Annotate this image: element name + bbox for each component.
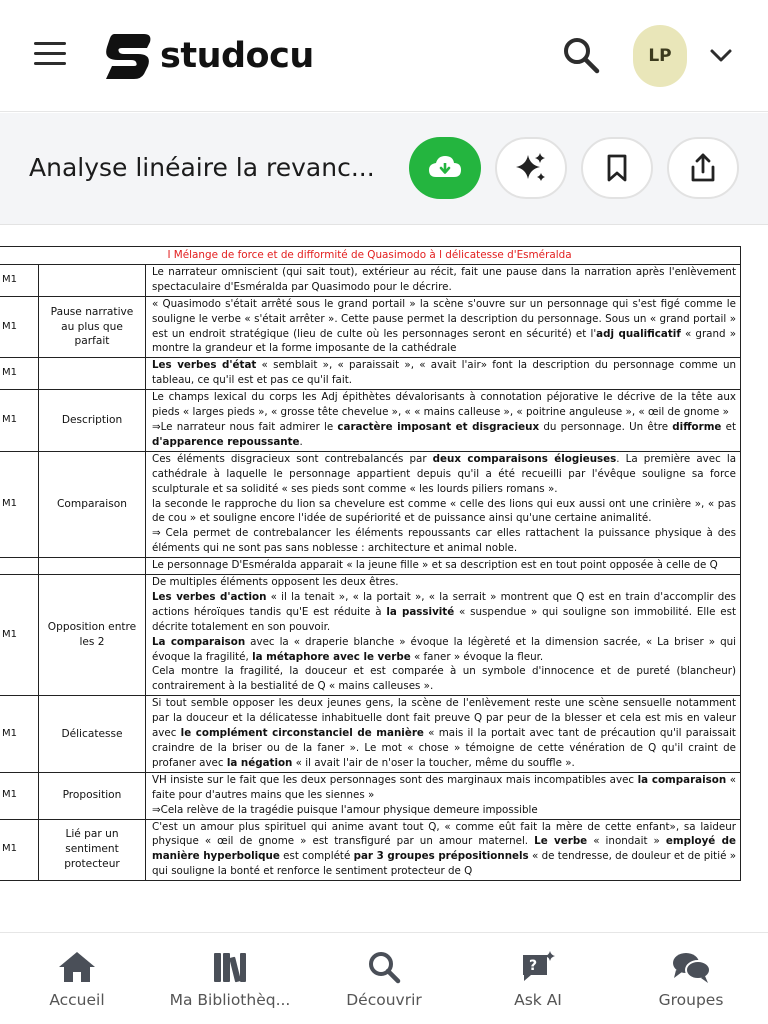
search-icon xyxy=(363,949,405,985)
table-body xyxy=(0,264,741,880)
emphasized-text: d'apparence repoussante xyxy=(152,435,300,448)
nav-item-groupes[interactable] xyxy=(614,933,768,1024)
bookmark-icon xyxy=(603,153,631,183)
document-title-bar xyxy=(0,113,768,225)
row-analysis-text xyxy=(146,819,741,881)
studocu-logo[interactable] xyxy=(100,32,314,80)
text-segment: « semblait », « paraissait », « avait l'air» font la description du personnage comme un tableau, ce qu'il est et pas ce qu'il fait. xyxy=(152,359,737,387)
table-row xyxy=(0,558,741,575)
search-icon[interactable] xyxy=(562,36,600,74)
row-label: Comparaison xyxy=(39,451,146,557)
document-viewer[interactable] xyxy=(0,226,768,932)
text-segment: « suspendue » qui souligne son immobilité. Elle est décrite totalement en son pouvoir. xyxy=(152,605,736,633)
emphasized-text: deux comparaisons élogieuses xyxy=(432,452,617,465)
nav-label: Découvrir xyxy=(346,991,422,1009)
text-segment: et xyxy=(721,420,736,433)
text-segment: . La première avec la cathédrale à laquelle le personnage appartient depuis qu'il a été recueilli par l'évêque souligne sa force sculpturale et sa solidité « ses pieds sont comme « les lourds piliers romans ». xyxy=(152,452,737,495)
row-label xyxy=(39,558,146,575)
share-icon xyxy=(688,152,718,184)
row-number: M1 xyxy=(0,264,39,296)
row-analysis-text xyxy=(146,390,741,452)
nav-item-decouvrir[interactable] xyxy=(307,933,461,1024)
document-title: Analyse linéaire la revanc... xyxy=(29,153,375,182)
table-row xyxy=(0,264,741,296)
text-segment: ⇒Cela relève de la tragédie puisque l'amour physique demeure impossible xyxy=(152,803,538,816)
nav-item-accueil[interactable] xyxy=(0,933,154,1024)
emphasized-text: Les verbes d'action xyxy=(152,590,267,603)
text-segment: « de tendresse, de douleur et de pitié » qui souligne la bonté et renforce le sentiment protecteur de Q xyxy=(152,850,736,878)
svg-text:?: ? xyxy=(529,958,538,974)
analysis-table xyxy=(0,246,741,881)
row-number: M1 xyxy=(0,696,39,773)
library-icon xyxy=(209,949,251,985)
text-segment: Cela montre la fragilité, la douceur et est comparée à un symbole d'innocence et de pureté (blancheur) contrairement à la bestialité de Q « mains calleuses ». xyxy=(152,665,736,693)
table-row xyxy=(0,696,741,773)
nav-label: Ask AI xyxy=(514,991,562,1009)
sparkle-icon xyxy=(514,151,548,185)
emphasized-text: Le verbe xyxy=(534,835,588,848)
download-button[interactable] xyxy=(409,137,481,199)
text-segment: « faner » évoque la fleur. xyxy=(410,650,544,663)
text-segment: la seconde le rapproche du lion sa chevelure est comme « celle des lions qui eux aussi ont une crinière », « pas de cou » et souligne encore l'idée de supériorité et de puissance ainsi qu'une certaine animalité. xyxy=(152,497,736,525)
section-heading: I Mélange de force et de difformité de Quasimodo à l délicatesse d'Esméralda xyxy=(0,247,741,265)
text-segment: Le personnage D'Esméralda apparait « la jeune fille » et sa description est en tout point opposée à celle de Q xyxy=(152,559,718,572)
text-segment: « grand » montre la grandeur et la forme imposante de la cathédrale xyxy=(152,327,736,355)
emphasized-text: adj qualificatif xyxy=(596,327,681,340)
emphasized-text: la métaphore avec le verbe xyxy=(252,650,411,663)
nav-item-ask-ai[interactable] xyxy=(461,933,615,1024)
user-avatar[interactable]: LP xyxy=(633,25,687,87)
row-number xyxy=(0,558,39,575)
emphasized-text: employé de manière hyperbolique xyxy=(152,835,736,863)
ai-sparkle-button[interactable] xyxy=(495,137,567,199)
brand-name: studocu xyxy=(160,36,314,76)
row-label: Lié par un sentiment protecteur xyxy=(39,819,146,881)
text-segment: « mais il la portait avec tant de précaution qu'il paraissait craindre de la briser ou de la faner ». Le mot « chose » témoigne de cette vénération de Q qu'il craint de profaner avec xyxy=(152,727,736,769)
text-segment: « inondait » xyxy=(587,835,666,848)
table-row xyxy=(0,772,741,819)
text-segment: VH insiste sur le fait que les deux personnages sont des marginaux mais incompatibles avec xyxy=(152,773,638,786)
row-analysis-text xyxy=(146,451,741,557)
text-segment: Ces éléments disgracieux sont contrebalancés par xyxy=(152,452,433,465)
row-number: M1 xyxy=(0,296,39,358)
row-analysis-text xyxy=(146,772,741,819)
nav-item-bibliotheque[interactable] xyxy=(153,933,307,1024)
table-row xyxy=(0,575,741,696)
nav-label: Groupes xyxy=(658,991,724,1009)
text-segment: Le champs lexical du corps les Adj épithètes dévalorisants à connotation péjorative le décrive de la tête aux pieds « larges pieds », « grosse tête chevelue », « « mains calleuse », « poitrine anguleuse », « œil de gnome » xyxy=(152,391,736,419)
row-label: Pause narrative au plus que parfait xyxy=(39,296,146,358)
text-segment: C'est un amour plus spirituel qui anime avant tout Q, « comme eût fait la mère de cette enfant», sa laideur physique « œil de gnome » est transfiguré par un amour maternel. xyxy=(152,820,736,848)
text-segment: . xyxy=(299,435,303,448)
emphasized-text: Les verbes d'état xyxy=(152,359,257,372)
bottom-navigation xyxy=(0,932,768,1024)
table-row xyxy=(0,451,741,557)
cloud-download-icon xyxy=(427,153,463,183)
text-segment: avec la « draperie blanche » évoque la légèreté et la dimension sacrée, « La briser » qui évoque la fragilité, xyxy=(152,635,736,663)
row-number: M1 xyxy=(0,358,39,390)
row-analysis-text xyxy=(146,696,741,773)
row-number: M1 xyxy=(0,819,39,881)
row-number: M1 xyxy=(0,575,39,696)
nav-label: Ma Bibliothèq... xyxy=(169,991,291,1009)
row-label xyxy=(39,358,146,390)
table-row xyxy=(0,819,741,881)
row-analysis-text xyxy=(146,558,741,575)
ask-ai-icon xyxy=(517,949,559,985)
text-segment: « il avait l'air de n'oser la toucher, même du souffle ». xyxy=(292,756,575,769)
text-segment: De multiples éléments opposent les deux êtres. xyxy=(152,576,399,589)
table-row xyxy=(0,296,741,358)
emphasized-text: La comparaison xyxy=(152,635,246,648)
text-segment: « il la tenait », « la portait », « la serrait » montrent que Q est en train d'accomplir des actions héroïques tandis qu'E est réduite à xyxy=(152,590,736,618)
row-number: M1 xyxy=(0,451,39,557)
row-label: Description xyxy=(39,390,146,452)
home-icon xyxy=(56,949,98,985)
groups-icon xyxy=(670,949,712,985)
chevron-down-icon[interactable] xyxy=(707,44,735,66)
row-label: Opposition entre les 2 xyxy=(39,575,146,696)
row-number: M1 xyxy=(0,772,39,819)
row-analysis-text xyxy=(146,358,741,390)
text-segment: est complété xyxy=(279,850,354,863)
row-analysis-text xyxy=(146,296,741,358)
text-segment: Si tout semble opposer les deux jeunes gens, la scène de l'enlèvement reste une scène sensuelle notamment par la douceur et la délicatesse inhabituelle dont fait preuve Q par peur de la blesser et cela est mis en valeur avec xyxy=(152,697,736,740)
row-number: M1 xyxy=(0,390,39,452)
nav-label: Accueil xyxy=(49,991,105,1009)
studocu-logo-mark xyxy=(100,32,154,80)
row-label: Proposition xyxy=(39,772,146,819)
emphasized-text: le complément circonstanciel de manière xyxy=(180,727,424,740)
text-segment: ⇒ Cela permet de contrebalancer les éléments repoussants car elles rattachent la puissance physique à des éléments qui ne sont pas sans noblesse : architecture et animal noble. xyxy=(152,527,736,555)
emphasized-text: la négation xyxy=(226,756,293,769)
emphasized-text: la comparaison xyxy=(637,773,727,786)
share-button[interactable] xyxy=(667,137,739,199)
bookmark-button[interactable] xyxy=(581,137,653,199)
table-row xyxy=(0,390,741,452)
row-label: Délicatesse xyxy=(39,696,146,773)
table-row xyxy=(0,358,741,390)
table-heading-row xyxy=(0,247,741,265)
text-segment: Le narrateur omniscient (qui sait tout), extérieur au récit, fait une pause dans la narration après l'enlèvement spectaculaire d'Esméralda par Quasimodo pour le décrire. xyxy=(152,265,736,293)
emphasized-text: la passivité xyxy=(386,605,455,618)
emphasized-text: par 3 groupes prépositionnels xyxy=(353,850,529,863)
text-segment: « Quasimodo s'était arrêté sous le grand portail » la scène s'ouvre sur un personnage qui s'est figé comme le souligne le verbe « s'était arrêter ». Cette pause permet la description du personnage. Sous un « grand portail » est un endroit stratégique (lieu de culte où les personnages seront en sécurité) et l' xyxy=(152,297,736,340)
hamburger-menu-icon[interactable] xyxy=(34,42,66,68)
emphasized-text: caractère imposant et disgracieux xyxy=(337,420,540,433)
text-segment: « faite pour d'autres mains que les siennes » xyxy=(152,773,737,801)
text-segment: du personnage. Un être xyxy=(539,420,673,433)
top-header xyxy=(0,0,768,112)
emphasized-text: difforme xyxy=(672,420,722,433)
text-segment: ⇒Le narrateur nous fait admirer le xyxy=(152,420,338,433)
row-analysis-text xyxy=(146,575,741,696)
row-analysis-text xyxy=(146,264,741,296)
row-label xyxy=(39,264,146,296)
